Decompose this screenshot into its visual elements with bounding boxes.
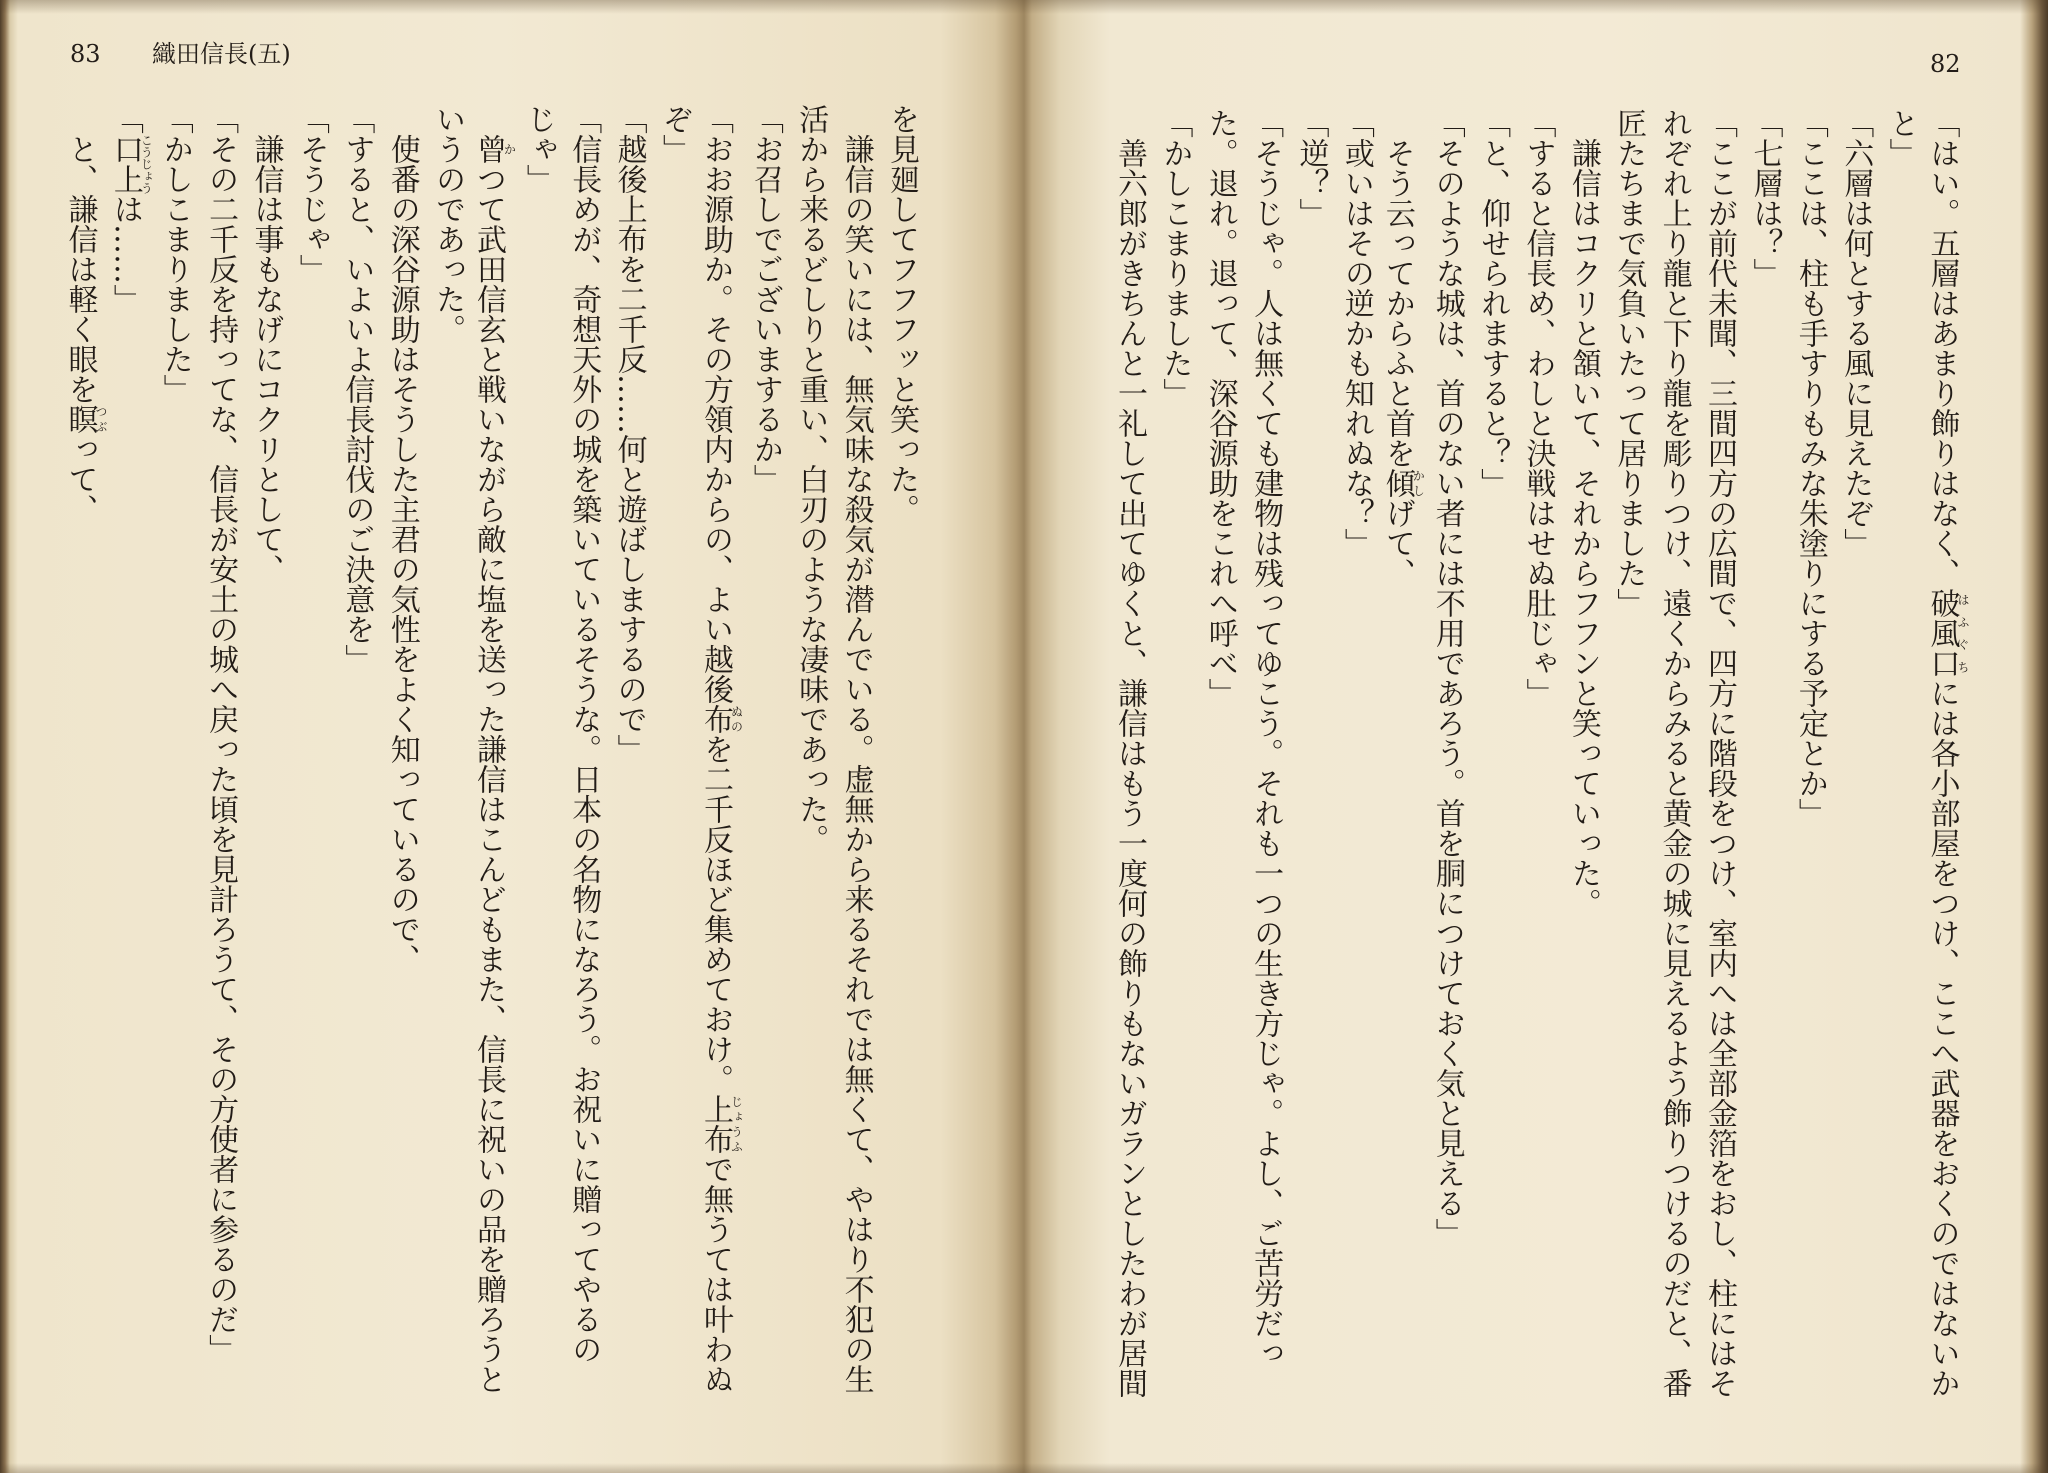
text-segment: を二千反ほど集めておけ。 (697, 734, 733, 1094)
furigana-word (697, 704, 744, 734)
text-column: 「そうじゃ」 (293, 104, 329, 284)
right-page-number: 82 (1930, 50, 1961, 78)
text-column: 使番の深谷源助はそうした主君の気性をよく知っているので、 (384, 134, 420, 974)
text-column (107, 104, 152, 1394)
text-segment: そう云ってからふと首を (1379, 138, 1415, 468)
text-column: 「お召しでございまするか」 (747, 104, 783, 494)
text-column: 「すると、いよいよ信長討伐のご決意を」 (339, 104, 375, 674)
text-column (1379, 108, 1424, 1398)
text-column: 「七層は？」 (1747, 108, 1783, 288)
furigana: ぬの (729, 704, 744, 734)
text-column: 匠たちまで気負いたって居りました」 (1611, 108, 1647, 618)
right-page-text (1106, 108, 1969, 1398)
furigana: かし (1411, 468, 1426, 498)
text-column (470, 104, 515, 1394)
text-column: 「逆？」 (1293, 108, 1329, 228)
text-column: 「その二千反を持ってな、信長が安土の城へ戻った頃を見計ろうて、その方使者に参るのだ」 (203, 104, 239, 1364)
text-column: いうのであった。 (430, 104, 466, 344)
text-column: 「六層は何とする風に見えたぞ」 (1838, 108, 1874, 558)
furigana-word (1924, 588, 1970, 678)
bottom-edge-shadow (0, 1463, 2048, 1473)
furigana-word (470, 134, 517, 164)
text-segment: 「おお源助か。その方領内からの、よい越後 (697, 104, 733, 704)
text-segment: で無うては叶わぬ (697, 1154, 733, 1394)
text-column: 「ここが前代未聞、三間四方の広間で、四方に階段をつけ、室内へは全部金箔をおし、柱にはそ (1702, 108, 1738, 1398)
furigana-word (62, 404, 108, 434)
text-segment: って、 (62, 434, 98, 524)
text-column: じゃ」 (520, 104, 556, 194)
text-column: 「信長めが、奇想天外の城を築いているそうな。日本の名物になろう。お祝いに贈ってやるの (566, 104, 602, 1364)
running-title: 織田信長(五) (152, 40, 291, 68)
ruby-base: 傾 (1379, 468, 1415, 498)
left-page-text (61, 104, 924, 1394)
text-segment: げて、 (1379, 498, 1415, 588)
text-segment: 「 (107, 104, 143, 134)
furigana-word (107, 134, 154, 194)
text-column: を見廻してフフフッと笑った。 (884, 104, 919, 524)
text-column: 謙信は事もなげにコクリとして、 (248, 134, 284, 584)
text-column: れぞれ上り龍と下り龍を彫りつけ、遠くからみると黄金の城に見えるよう飾りつけるのだと、番 (1656, 108, 1692, 1398)
text-segment: と、謙信は軽く眼を (62, 134, 98, 404)
text-column: 「そうじゃ。人は無くても建物は残ってゆこう。それも一つの生き方じゃ。よし、ご苦労だっ (1248, 108, 1284, 1368)
furigana-word (1379, 468, 1426, 498)
furigana: じょうふ (729, 1094, 744, 1154)
text-column (1924, 108, 1969, 1398)
ruby-base: 上布 (697, 1094, 733, 1154)
ruby-base: 瞑 (62, 404, 98, 434)
text-segment: 「はい。五層はあまり飾りはなく、 (1924, 108, 1960, 588)
text-column: 謙信の笑いには、無気味な殺気が潜んでいる。虚無から来るそれでは無くて、やはり不犯の生 (838, 134, 874, 1394)
top-edge-shadow (0, 0, 2048, 14)
text-column: 「ここは、柱も手すりもみな朱塗りにする予定とか」 (1792, 108, 1828, 828)
text-column (697, 104, 742, 1394)
text-column: 善六郎がきちんと一礼して出てゆくと、謙信はもう一度何の飾りもないガランとしたわが居間 (1111, 138, 1147, 1398)
ruby-base: 破風口 (1924, 588, 1960, 678)
left-page-number: 83 (70, 40, 101, 68)
text-column: 謙信はコクリと頷いて、それからフフンと笑っていった。 (1565, 138, 1601, 918)
ruby-base: 口上 (107, 134, 143, 194)
text-column (62, 104, 107, 1394)
text-column: と」 (1883, 108, 1919, 168)
text-segment: には各小部屋をつけ、ここへ武器をおくのではないか (1924, 678, 1960, 1398)
text-column: 活から来るどしりと重い、白刃のような凄味であった。 (793, 104, 829, 854)
text-column: 「越後上布を二千反……何と遊ばしまするので」 (611, 104, 647, 764)
text-column: た。退れ。退って、深谷源助をこれへ呼べ」 (1202, 108, 1238, 708)
furigana-word (697, 1094, 744, 1154)
furigana: はふぐち (1956, 588, 1970, 678)
furigana: か (502, 134, 517, 164)
text-column: 「かしこまりました」 (1157, 108, 1193, 408)
ruby-base: 曾 (470, 134, 506, 164)
text-segment: つて武田信玄と戦いながら敵に塩を送った謙信はこんどもまた、信長に祝いの品を贈ろうと (470, 164, 506, 1394)
ruby-base: 布 (697, 704, 733, 734)
text-column: 「そのような城は、首のない者には不用であろう。首を胴につけておく気と見える」 (1429, 108, 1465, 1248)
text-column: 「と、仰せられますると？」 (1475, 108, 1511, 498)
text-segment: は……」 (107, 194, 143, 314)
text-column: 「或いはその逆かも知れぬな？」 (1338, 108, 1374, 558)
furigana: こうじょう (139, 134, 154, 194)
text-column: ぞ」 (657, 104, 693, 164)
text-column: 「すると信長め、わしと決戦はせぬ肚じゃ」 (1520, 108, 1556, 708)
text-column: 「かしこまりました」 (157, 104, 193, 404)
furigana: つぶ (93, 404, 108, 434)
